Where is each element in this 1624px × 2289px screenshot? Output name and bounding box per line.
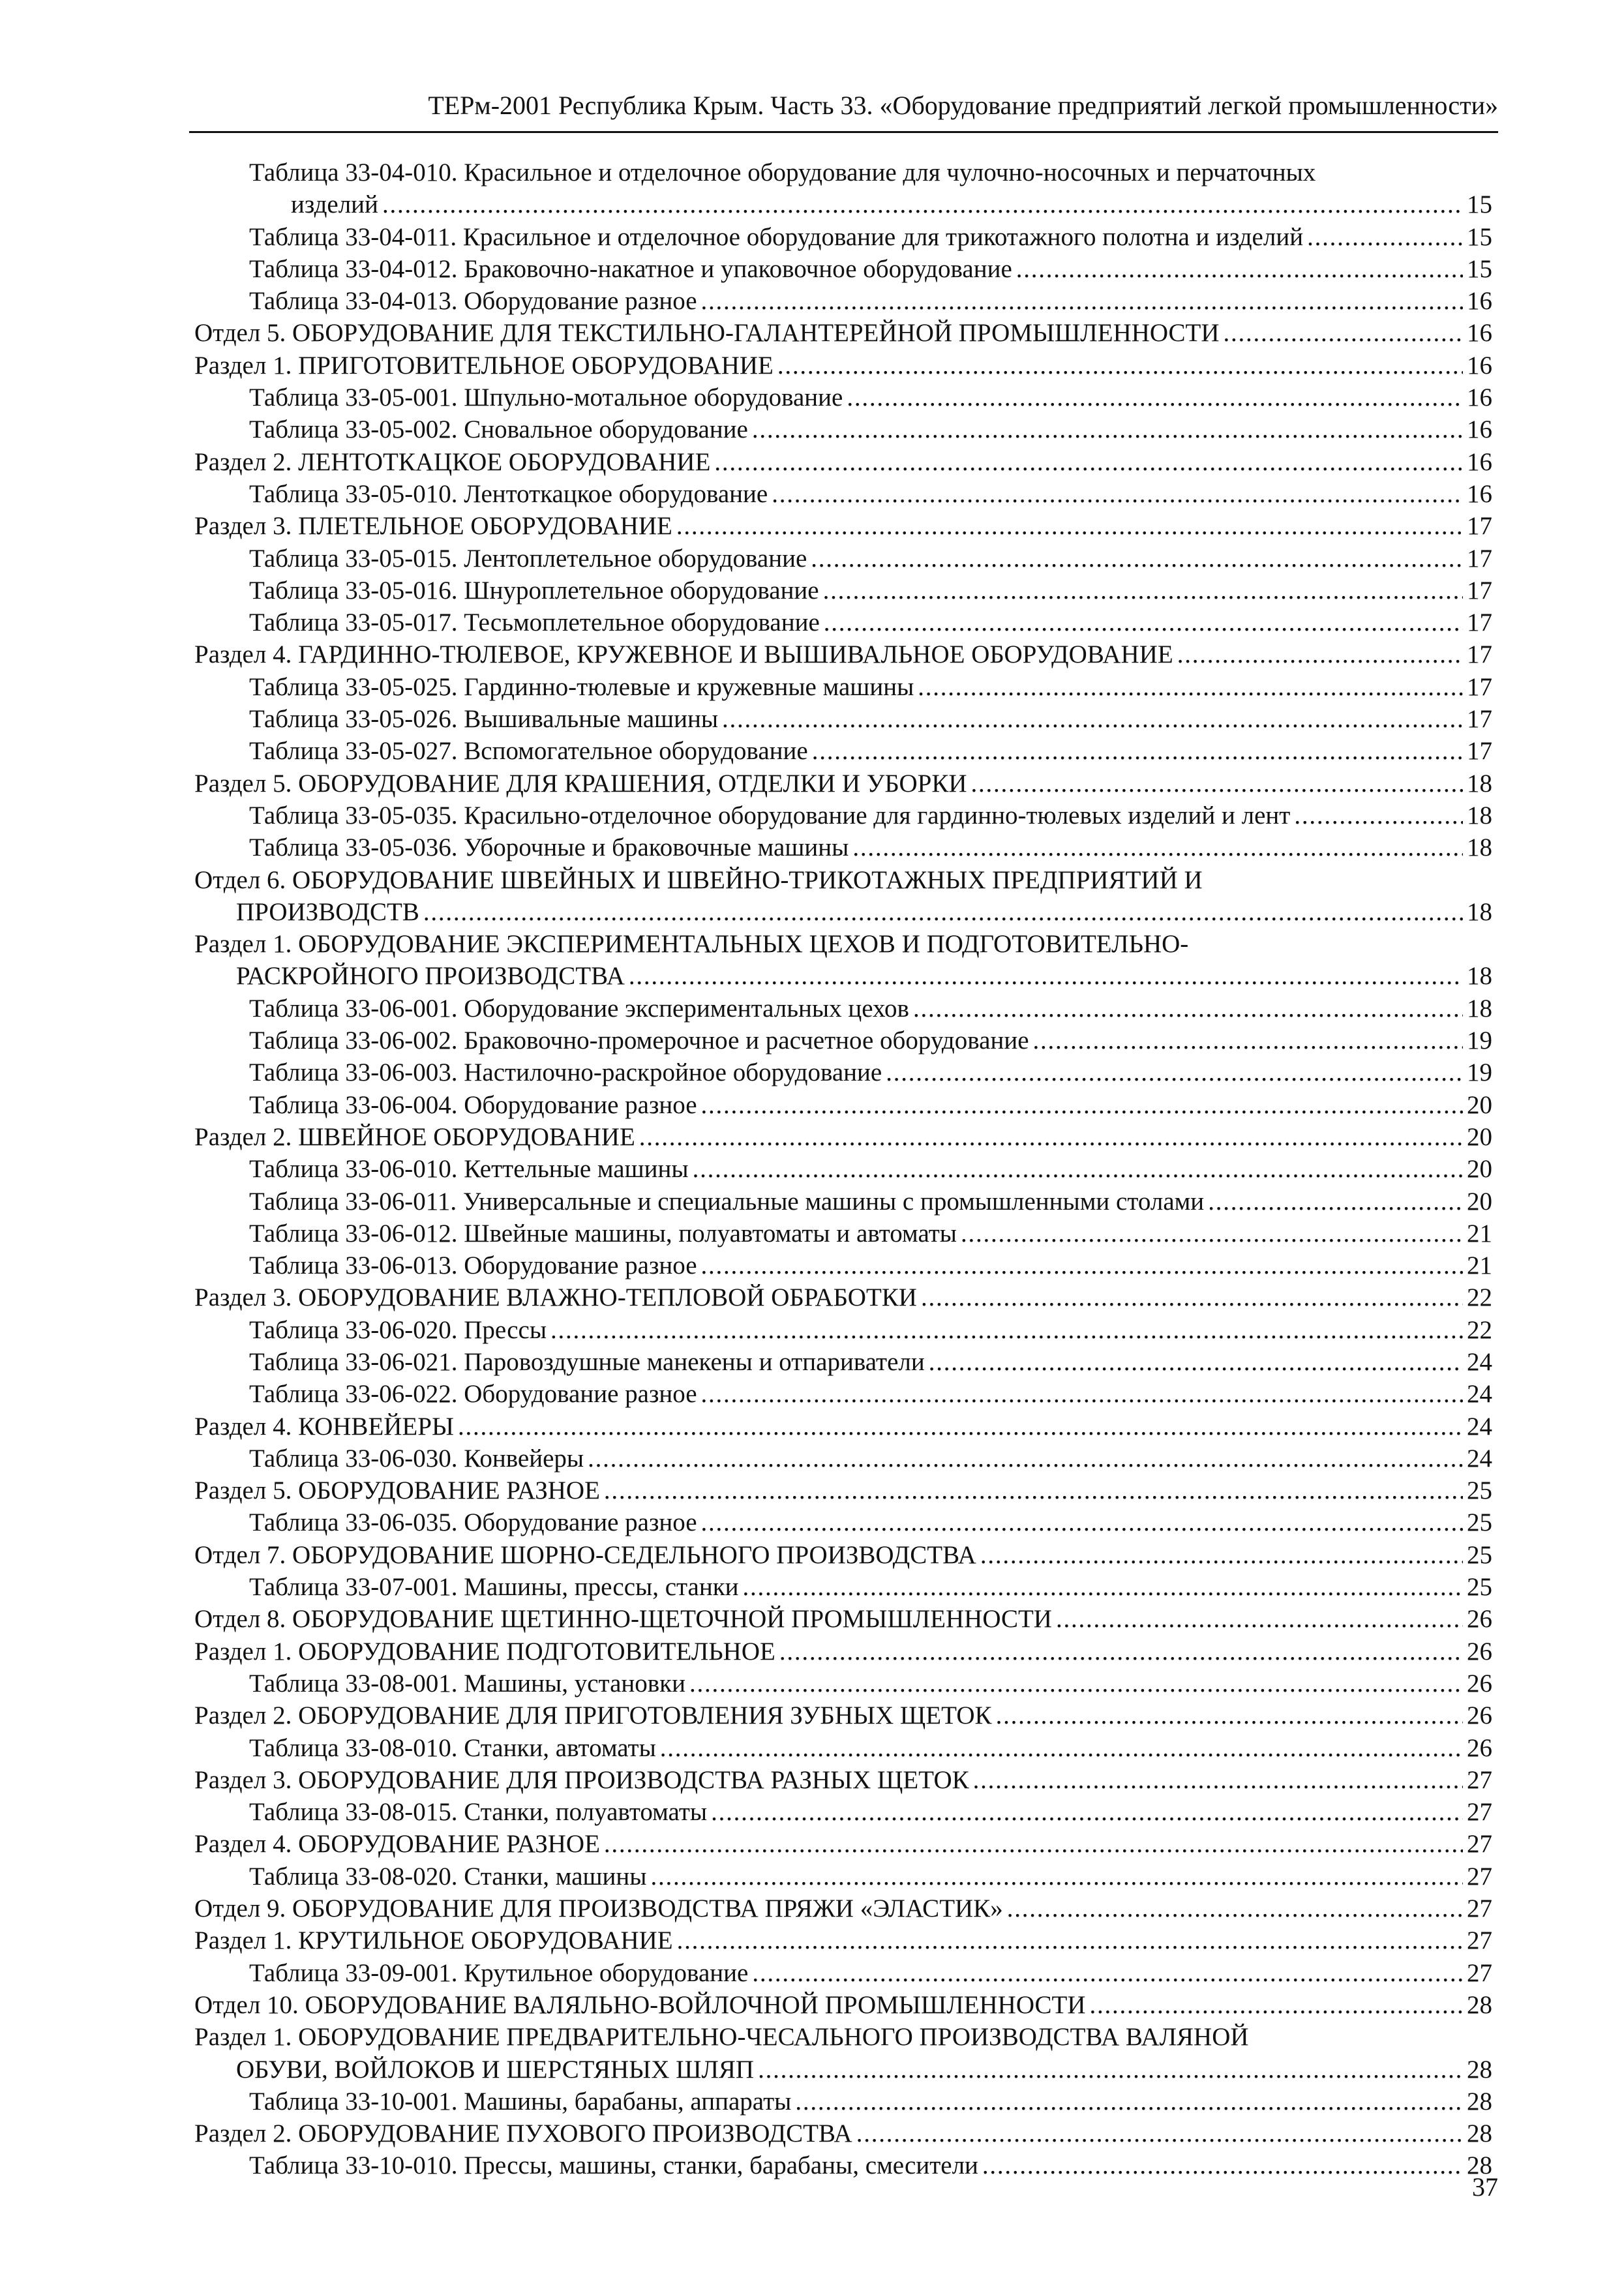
toc-entry-title: Таблица 33-06-020. Прессы [249,1315,547,1344]
dot-leader [1307,221,1463,253]
toc-page-number: 18 [1467,769,1492,798]
toc-entry-title-continuation: ПРОИЗВОДСТВ [236,897,419,926]
toc-page-number: 16 [1467,287,1492,316]
toc-entry-title: Раздел 2. ОБОРУДОВАНИЕ ДЛЯ ПРИГОТОВЛЕНИЯ ЗУБНЫХ ЩЕТОК [194,1701,992,1730]
dot-leader [918,671,1463,703]
toc-entry-title: Раздел 5. ОБОРУДОВАНИЕ РАЗНОЕ [194,1476,600,1505]
toc-table-entry[interactable] [194,1796,1492,1828]
dot-leader [811,543,1463,575]
toc-entry-title: Таблица 33-10-001. Машины, барабаны, аппараты [249,2087,792,2116]
toc-section-entry[interactable] [194,1893,1492,1924]
toc-section-entry[interactable] [194,1924,1492,1956]
dot-leader [629,960,1463,992]
toc-section-entry[interactable] [194,1699,1492,1731]
dot-leader [689,1668,1463,1699]
toc-table-entry[interactable] [194,413,1492,445]
toc-page-number: 17 [1467,737,1492,766]
toc-page-number: 21 [1467,1251,1492,1280]
toc-section-entry[interactable] [194,1989,1492,2021]
dot-leader [550,1314,1463,1346]
toc-section-entry[interactable] [194,2021,1492,2086]
toc-entry-title: Таблица 33-05-002. Сновальное оборудование [249,415,748,444]
dot-leader [856,2117,1463,2149]
dot-leader [852,831,1463,863]
toc-entry-title: Таблица 33-07-001. Машины, прессы, станки [249,1573,739,1602]
dot-leader [758,2054,1463,2086]
dot-leader [743,1571,1463,1603]
toc-page-number: 24 [1467,1347,1492,1376]
toc-page-number: 16 [1467,319,1492,348]
toc-table-entry[interactable] [194,1732,1492,1764]
running-header: ТЕРм-2001 Республика Крым. Часть 33. «Оборудование предприятий легкой промышленности» [428,91,1498,120]
toc-page-number: 20 [1467,1090,1492,1119]
dot-leader [1056,1603,1463,1635]
toc-page-number: 15 [1467,222,1492,251]
toc-table-entry[interactable] [194,1218,1492,1249]
dot-leader [701,285,1463,317]
toc-entry-title: Таблица 33-10-010. Прессы, машины, станки, барабаны, смесители [249,2151,978,2180]
dot-leader [423,896,1463,928]
toc-entry-title: Раздел 1. КРУТИЛЬНОЕ ОБОРУДОВАНИЕ [194,1926,673,1955]
toc-page-number: 28 [1467,2055,1492,2084]
toc-page-number: 24 [1467,1444,1492,1473]
toc-page-number: 27 [1467,1926,1492,1955]
dot-leader [677,1924,1463,1956]
toc-table-entry[interactable] [194,253,1492,285]
toc-section-entry[interactable] [194,350,1492,382]
toc-entry-title-continuation: ОБУВИ, ВОЙЛОКОВ И ШЕРСТЯНЫХ ШЛЯП [236,2055,755,2084]
toc-table-entry[interactable] [194,671,1492,703]
page-number: 37 [1472,2172,1498,2202]
toc-table-entry[interactable] [194,2086,1492,2117]
toc-entry-title: Таблица 33-05-010. Лентоткацкое оборудование [249,479,768,508]
toc-page-number: 18 [1467,962,1492,991]
dot-leader [921,1281,1463,1313]
dot-leader [1208,1186,1463,1218]
dot-leader [1224,317,1463,349]
toc-entry-title: Таблица 33-08-020. Станки, машины [249,1862,647,1891]
toc-section-entry[interactable] [194,1121,1492,1153]
dot-leader [660,1732,1463,1764]
toc-page-number: 20 [1467,1122,1492,1151]
toc-page-number: 28 [1467,2119,1492,2148]
dot-leader [722,703,1463,735]
dot-leader [651,1861,1464,1893]
toc-table-entry[interactable] [194,1378,1492,1410]
toc-entry-title: Отдел 9. ОБОРУДОВАНИЕ ДЛЯ ПРОИЗВОДСТВА ПРЯЖИ «ЭЛАСТИК» [194,1894,1003,1923]
toc-table-entry[interactable] [194,1314,1492,1346]
toc-page-number: 17 [1467,544,1492,573]
toc-table-entry[interactable] [194,221,1492,253]
toc-section-entry[interactable] [194,864,1492,929]
toc-page-number: 28 [1467,2151,1492,2180]
toc-page-number: 24 [1467,1380,1492,1409]
toc-entry-title: Таблица 33-06-010. Кеттельные машины [249,1155,689,1184]
dot-leader [812,735,1463,767]
toc-entry-title: Таблица 33-06-013. Оборудование разное [249,1251,697,1280]
toc-table-entry[interactable] [194,1186,1492,1218]
toc-page-number: 26 [1467,1733,1492,1762]
toc-table-entry[interactable] [194,1861,1492,1893]
dot-leader [701,1506,1463,1538]
toc-table-entry[interactable] [194,1025,1492,1056]
toc-entry-title: Таблица 33-05-026. Вышивальные машины [249,705,719,734]
toc-table-entry[interactable] [194,575,1492,606]
dot-leader [701,1249,1463,1281]
toc-entry-title: Раздел 1. ОБОРУДОВАНИЕ ПОДГОТОВИТЕЛЬНОЕ [194,1637,775,1666]
toc-page-number: 27 [1467,1830,1492,1859]
toc-page-number: 15 [1467,190,1492,219]
dot-leader [1294,800,1463,831]
toc-table-entry[interactable] [194,1153,1492,1185]
toc-section-entry[interactable] [194,446,1492,478]
toc-entry-title-continuation: РАСКРОЙНОГО ПРОИЗВОДСТВА [236,962,625,991]
toc-entry-title: Раздел 5. ОБОРУДОВАНИЕ ДЛЯ КРАШЕНИЯ, ОТДЕЛКИ И УБОРКИ [194,769,967,798]
toc-section-entry[interactable] [194,2117,1492,2149]
toc-page-number: 27 [1467,1798,1492,1827]
toc-entry-title: Раздел 2. ОБОРУДОВАНИЕ ПУХОВОГО ПРОИЗВОДСТВА [194,2119,852,2148]
toc-entry-title: Таблица 33-05-035. Красильно-отделочное оборудование для гардинно-тюлевых изделий и лент [249,801,1291,830]
toc-page-number: 26 [1467,1669,1492,1698]
dot-leader [795,2086,1463,2117]
toc-page-number: 26 [1467,1701,1492,1730]
toc-entry-title: Таблица 33-04-010. Красильное и отделочное оборудование для чулочно-носочных и перчаточных [249,158,1316,187]
toc-page-number: 27 [1467,1894,1492,1923]
toc-section-entry[interactable] [194,928,1492,993]
toc-page-number: 22 [1467,1315,1492,1344]
toc-table-entry[interactable] [194,993,1492,1025]
toc-entry-title: Таблица 33-09-001. Крутильное оборудование [249,1958,749,1987]
toc-section-entry[interactable] [194,768,1492,800]
toc-table-entry[interactable] [194,1571,1492,1603]
dot-leader [982,2149,1463,2181]
toc-table-entry[interactable] [194,831,1492,863]
table-of-contents [194,157,1492,2182]
toc-entry-title: Таблица 33-04-012. Браковочно-накатное и упаковочное оборудование [249,254,1012,283]
toc-page-number: 22 [1467,1283,1492,1312]
dot-leader [779,1636,1463,1668]
dot-leader [929,1346,1463,1378]
toc-table-entry[interactable] [194,735,1492,767]
toc-page-number: 15 [1467,254,1492,283]
toc-entry-title: Таблица 33-05-001. Шпульно-мотальное оборудование [249,383,843,412]
toc-table-entry[interactable] [194,2149,1492,2181]
dot-leader [693,1153,1463,1185]
toc-section-entry[interactable] [194,1411,1492,1443]
toc-page-number: 28 [1467,2087,1492,2116]
toc-entry-title: Таблица 33-06-004. Оборудование разное [249,1090,697,1119]
toc-entry-title: Раздел 4. КОНВЕЙЕРЫ [194,1412,454,1441]
toc-entry-title: Раздел 3. ПЛЕТЕЛЬНОЕ ОБОРУДОВАНИЕ [194,512,672,541]
toc-entry-title: Таблица 33-06-035. Оборудование разное [249,1508,697,1537]
toc-table-entry[interactable] [194,1346,1492,1378]
toc-page-number: 21 [1467,1219,1492,1248]
toc-entry-title: Отдел 10. ОБОРУДОВАНИЕ ВАЛЯЛЬНО-ВОЙЛОЧНОЙ ПРОМЫШЛЕННОСТИ [194,1990,1086,2019]
toc-page-number: 17 [1467,640,1492,669]
toc-entry-title: Таблица 33-06-021. Паровоздушные манекены и отпариватели [249,1347,925,1376]
dot-leader [604,1828,1463,1860]
dot-leader [961,1218,1463,1249]
toc-page-number: 18 [1467,994,1492,1023]
dot-leader [604,1474,1463,1506]
toc-entry-title: Таблица 33-05-036. Уборочные и браковочные машины [249,833,849,862]
toc-page-number: 17 [1467,576,1492,605]
toc-section-entry[interactable] [194,510,1492,542]
toc-table-entry[interactable] [194,1668,1492,1699]
dot-leader [701,1089,1463,1121]
toc-section-entry[interactable] [194,1636,1492,1668]
dot-leader [1007,1893,1463,1924]
toc-entry-title: Таблица 33-08-015. Станки, полуавтоматы [249,1798,708,1827]
dot-leader [996,1699,1463,1731]
dot-leader [980,1539,1463,1571]
dot-leader [711,1796,1463,1828]
dot-leader [1177,638,1463,670]
toc-section-entry[interactable] [194,317,1492,349]
toc-page-number: 16 [1467,447,1492,476]
toc-section-entry[interactable] [194,638,1492,670]
toc-page-number: 25 [1467,1476,1492,1505]
dot-leader [752,413,1463,445]
dot-leader [886,1056,1463,1088]
header-rule [189,131,1498,133]
toc-page-number: 18 [1467,897,1492,926]
dot-leader [823,575,1463,606]
dot-leader [714,446,1463,478]
dot-leader [588,1443,1463,1474]
toc-entry-title: Таблица 33-06-022. Оборудование разное [249,1380,697,1409]
toc-entry-title: Раздел 4. ГАРДИННО-ТЮЛЕВОЕ, КРУЖЕВНОЕ И ВЫШИВАЛЬНОЕ ОБОРУДОВАНИЕ [194,640,1173,669]
toc-page-number: 25 [1467,1573,1492,1602]
dot-leader [382,188,1463,220]
toc-page-number: 19 [1467,1058,1492,1087]
toc-page-number: 20 [1467,1187,1492,1216]
toc-table-entry[interactable] [194,1089,1492,1121]
toc-section-entry[interactable] [194,1539,1492,1571]
toc-table-entry[interactable] [194,606,1492,638]
toc-page-number: 17 [1467,512,1492,541]
dot-leader [824,606,1463,638]
dot-leader [971,768,1463,800]
toc-section-entry[interactable] [194,1474,1492,1506]
toc-entry-title: Таблица 33-06-002. Браковочно-промерочное и расчетное оборудование [249,1026,1029,1055]
toc-page-number: 27 [1467,1958,1492,1987]
toc-entry-title: Таблица 33-06-001. Оборудование экспериментальных цехов [249,994,909,1023]
dot-leader [639,1121,1463,1153]
toc-table-entry[interactable] [194,285,1492,317]
toc-page-number: 16 [1467,383,1492,412]
dot-leader [973,1764,1463,1796]
toc-section-entry[interactable] [194,1764,1492,1796]
toc-page-number: 25 [1467,1508,1492,1537]
dot-leader [676,510,1463,542]
toc-entry-title-continuation: изделий [291,190,378,219]
dot-leader [1016,253,1463,285]
toc-table-entry[interactable] [194,703,1492,735]
toc-page-number: 25 [1467,1540,1492,1569]
toc-entry-title: Таблица 33-05-016. Шнуроплетельное оборудование [249,576,819,605]
toc-entry-title: Таблица 33-05-025. Гардинно-тюлевые и кружевные машины [249,672,914,701]
toc-page-number: 28 [1467,1990,1492,2019]
dot-leader [458,1411,1463,1443]
dot-leader [777,350,1463,382]
toc-table-entry[interactable] [194,800,1492,831]
toc-table-entry[interactable] [194,1443,1492,1474]
toc-page-number: 16 [1467,479,1492,508]
toc-entry-title: Таблица 33-05-017. Тесьмоплетельное оборудование [249,608,820,637]
toc-table-entry[interactable] [194,382,1492,413]
toc-section-entry[interactable] [194,1828,1492,1860]
dot-leader [1090,1989,1464,2021]
toc-table-entry[interactable] [194,1056,1492,1088]
toc-page-number: 26 [1467,1637,1492,1666]
toc-page-number: 20 [1467,1155,1492,1184]
toc-page-number: 19 [1467,1026,1492,1055]
toc-entry-title: Раздел 3. ОБОРУДОВАНИЕ ВЛАЖНО-ТЕПЛОВОЙ ОБРАБОТКИ [194,1283,917,1312]
dot-leader [701,1378,1463,1410]
toc-entry-title: Таблица 33-06-030. Конвейеры [249,1444,584,1473]
toc-entry-title: Таблица 33-06-012. Швейные машины, полуавтоматы и автоматы [249,1219,957,1248]
toc-entry-title: Таблица 33-06-003. Настилочно-раскройное оборудование [249,1058,882,1087]
toc-entry-title: Отдел 5. ОБОРУДОВАНИЕ ДЛЯ ТЕКСТИЛЬНО-ГАЛАНТЕРЕЙНОЙ ПРОМЫШЛЕННОСТИ [194,319,1220,348]
toc-page-number: 16 [1467,415,1492,444]
toc-entry-title: Таблица 33-04-013. Оборудование разное [249,287,697,316]
dot-leader [913,993,1463,1025]
toc-entry-title: Таблица 33-08-001. Машины, установки [249,1669,685,1698]
dot-leader [772,478,1463,510]
toc-page-number: 18 [1467,833,1492,862]
toc-page-number: 26 [1467,1605,1492,1634]
toc-table-entry[interactable] [194,157,1492,221]
dot-leader [1033,1025,1464,1056]
toc-page-number: 16 [1467,351,1492,380]
toc-entry-title: Таблица 33-08-010. Станки, автоматы [249,1733,656,1762]
toc-entry-title: Раздел 3. ОБОРУДОВАНИЕ ДЛЯ ПРОИЗВОДСТВА РАЗНЫХ ЩЕТОК [194,1765,969,1794]
toc-section-entry[interactable] [194,1603,1492,1635]
toc-entry-title: Раздел 1. ПРИГОТОВИТЕЛЬНОЕ ОБОРУДОВАНИЕ [194,351,774,380]
toc-entry-title: Таблица 33-05-027. Вспомогательное оборудование [249,737,808,766]
toc-entry-title: Таблица 33-04-011. Красильное и отделочное оборудование для трикотажного полотна и изделий [249,222,1304,251]
toc-section-entry[interactable] [194,1281,1492,1313]
toc-entry-title: Раздел 2. ЛЕНТОТКАЦКОЕ ОБОРУДОВАНИЕ [194,447,711,476]
toc-page-number: 17 [1467,608,1492,637]
toc-page-number: 24 [1467,1412,1492,1441]
toc-table-entry[interactable] [194,1249,1492,1281]
toc-entry-title: Отдел 7. ОБОРУДОВАНИЕ ШОРНО-СЕДЕЛЬНОГО ПРОИЗВОДСТВА [194,1540,976,1569]
dot-leader [847,382,1463,413]
toc-table-entry[interactable] [194,1957,1492,1989]
toc-entry-title: Раздел 4. ОБОРУДОВАНИЕ РАЗНОЕ [194,1830,600,1859]
toc-table-entry[interactable] [194,478,1492,510]
toc-page-number: 18 [1467,801,1492,830]
toc-entry-title: Раздел 2. ШВЕЙНОЕ ОБОРУДОВАНИЕ [194,1122,635,1151]
dot-leader [752,1957,1463,1989]
toc-table-entry[interactable] [194,543,1492,575]
toc-entry-title: Раздел 1. ОБОРУДОВАНИЕ ЭКСПЕРИМЕНТАЛЬНЫХ ЦЕХОВ И ПОДГОТОВИТЕЛЬНО- [194,930,1189,959]
toc-table-entry[interactable] [194,1506,1492,1538]
toc-page-number: 27 [1467,1765,1492,1794]
toc-page-number: 17 [1467,705,1492,734]
toc-entry-title: Отдел 8. ОБОРУДОВАНИЕ ЩЕТИННО-ЩЕТОЧНОЙ ПРОМЫШЛЕННОСТИ [194,1605,1052,1634]
toc-page-number: 27 [1467,1862,1492,1891]
toc-entry-title: Раздел 1. ОБОРУДОВАНИЕ ПРЕДВАРИТЕЛЬНО-ЧЕСАЛЬНОГО ПРОИЗВОДСТВА ВАЛЯНОЙ [194,2023,1249,2052]
toc-page-number: 17 [1467,672,1492,701]
toc-entry-title: Таблица 33-06-011. Универсальные и специальные машины с промышленными столами [249,1187,1205,1216]
toc-entry-title: Таблица 33-05-015. Лентоплетельное оборудование [249,544,807,573]
toc-entry-title: Отдел 6. ОБОРУДОВАНИЕ ШВЕЙНЫХ И ШВЕЙНО-ТРИКОТАЖНЫХ ПРЕДПРИЯТИЙ И [194,865,1203,894]
